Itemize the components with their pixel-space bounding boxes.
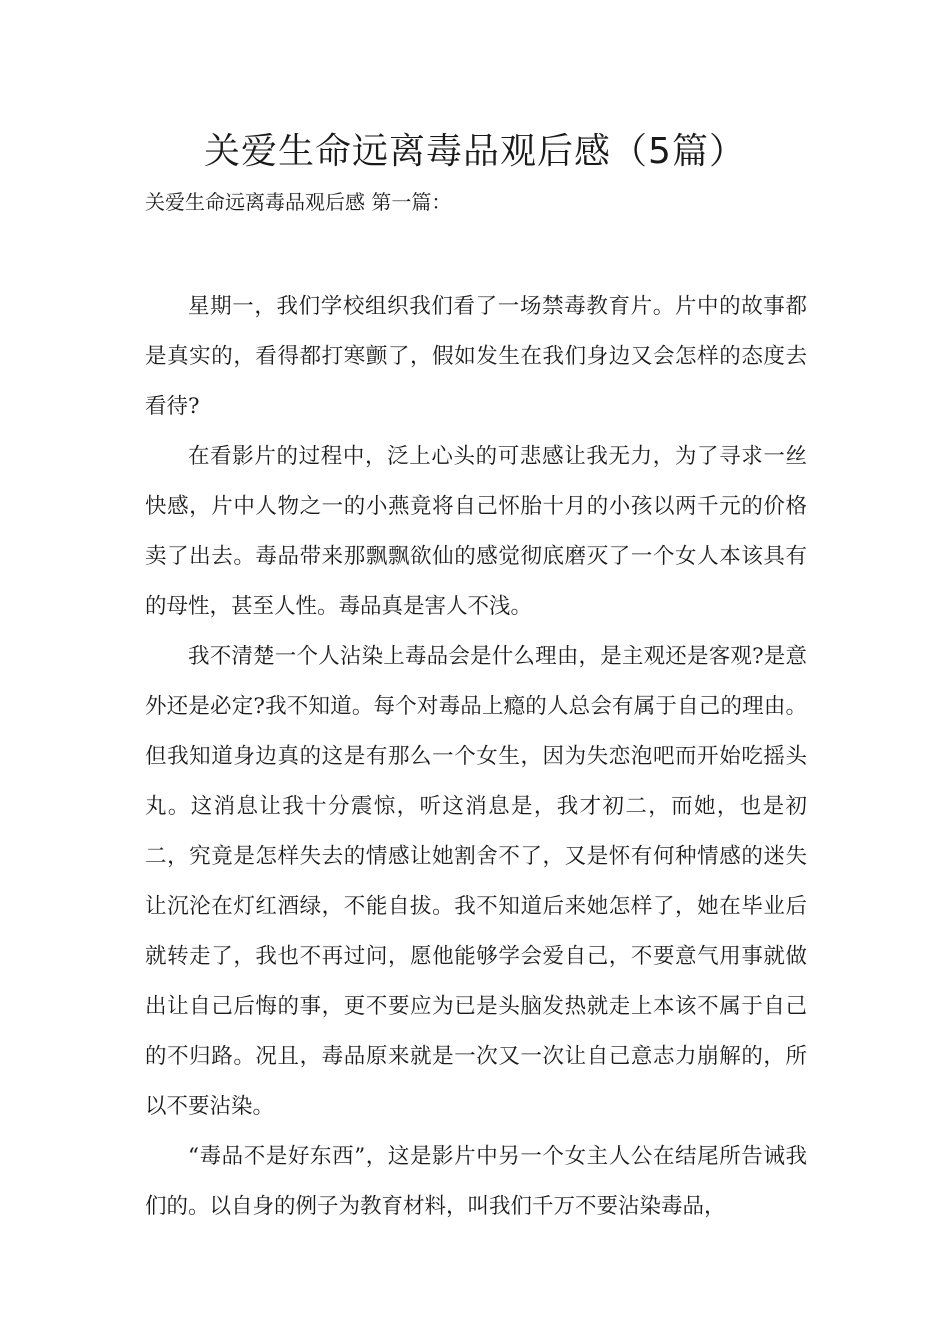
document-title: 关爱生命远离毒品观后感（5篇） <box>204 131 746 172</box>
body-paragraph: “毒品不是好东西”，这是影片中另一个女主人公在结尾所告诫我们的。以自身的例子为教育材料，叫我们千万不要沾染毒品， <box>145 1144 807 1219</box>
body-paragraph: 在看影片的过程中，泛上心头的可悲感让我无力，为了寻求一丝快感，片中人物之一的小燕竟将自己怀胎十月的小孩以两千元的价格卖了出去。毒品带来那飘飘欲仙的感觉彻底磨灭了一个女人本该具有的母性，甚至人性。毒品真是害人不浅。 <box>145 444 807 619</box>
document-body <box>145 282 807 1232</box>
body-paragraph: 星期一，我们学校组织我们看了一场禁毒教育片。片中的故事都是真实的，看得都打寒颤了，假如发生在我们身边又会怎样的态度去看待? <box>145 294 807 419</box>
body-paragraph: 我不清楚一个人沾染上毒品会是什么理由，是主观还是客观?是意外还是必定?我不知道。每个对毒品上瘾的人总会有属于自己的理由。但我知道身边真的这是有那么一个女生，因为失恋泡吧而开始吃摇头丸。这消息让我十分震惊，听这消息是，我才初二，而她，也是初二，究竟是怎样失去的情感让她割舍不了，又是怀有何种情感的迷失让沉沦在灯红酒绿，不能自拔。我不知道后来她怎样了，她在毕业后就转走了，我也不再过问，愿他能够学会爱自己，不要意气用事就做出让自己后悔的事，更不要应为已是头脑发热就走上本该不属于自己的不归路。况且，毒品原来就是一次又一次让自己意志力崩解的，所以不要沾染。 <box>145 644 807 1119</box>
section-heading: 关爱生命远离毒品观后感 第一篇： <box>145 190 452 214</box>
